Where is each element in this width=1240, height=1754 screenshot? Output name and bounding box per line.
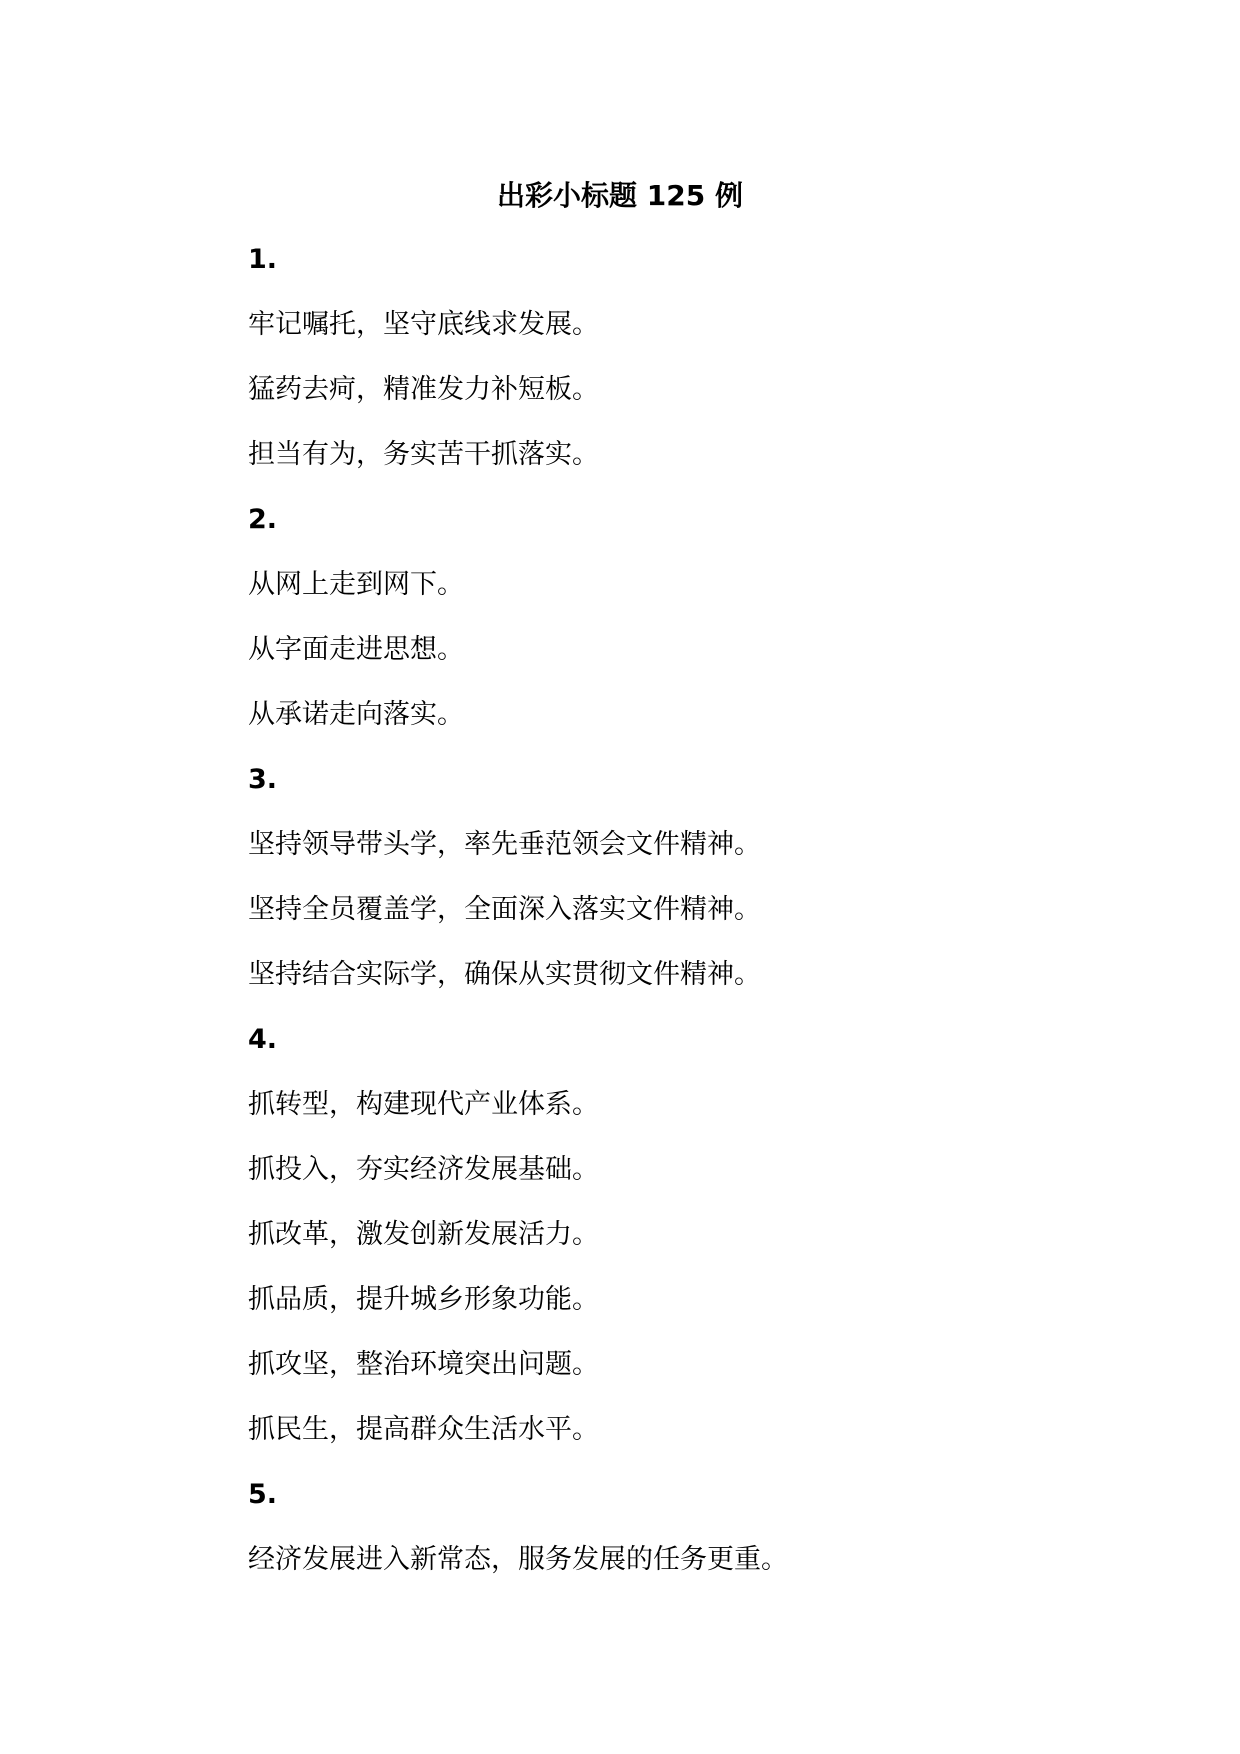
paragraph-line: 抓转型，构建现代产业体系。 xyxy=(248,1089,599,1120)
paragraph-line: 抓攻坚，整治环境突出问题。 xyxy=(248,1349,599,1380)
paragraph-line: 抓民生，提高群众生活水平。 xyxy=(248,1414,599,1445)
paragraph-line: 从字面走进思想。 xyxy=(248,634,464,665)
paragraph-line: 抓投入，夯实经济发展基础。 xyxy=(248,1154,599,1185)
document-title: 出彩小标题 125 例 xyxy=(497,179,743,212)
document-body xyxy=(248,238,1148,1603)
paragraph-line: 猛药去疴，精准发力补短板。 xyxy=(248,374,599,405)
paragraph-line: 牢记嘱托，坚守底线求发展。 xyxy=(248,309,599,340)
paragraph-line: 从承诺走向落实。 xyxy=(248,699,464,730)
section-number: 5. xyxy=(248,1479,278,1510)
paragraph-line: 经济发展进入新常态，服务发展的任务更重。 xyxy=(248,1544,788,1575)
paragraph-line: 从网上走到网下。 xyxy=(248,569,464,600)
paragraph-line: 坚持全员覆盖学，全面深入落实文件精神。 xyxy=(248,894,761,925)
paragraph-line: 抓改革，激发创新发展活力。 xyxy=(248,1219,599,1250)
section-number: 2. xyxy=(248,504,278,535)
paragraph-line: 坚持结合实际学，确保从实贯彻文件精神。 xyxy=(248,959,761,990)
paragraph-line: 担当有为，务实苦干抓落实。 xyxy=(248,439,599,470)
paragraph-line: 坚持领导带头学，率先垂范领会文件精神。 xyxy=(248,829,761,860)
section-number: 3. xyxy=(248,764,278,795)
section-number: 1. xyxy=(248,244,278,275)
paragraph-line: 抓品质，提升城乡形象功能。 xyxy=(248,1284,599,1315)
section-number: 4. xyxy=(248,1024,278,1055)
